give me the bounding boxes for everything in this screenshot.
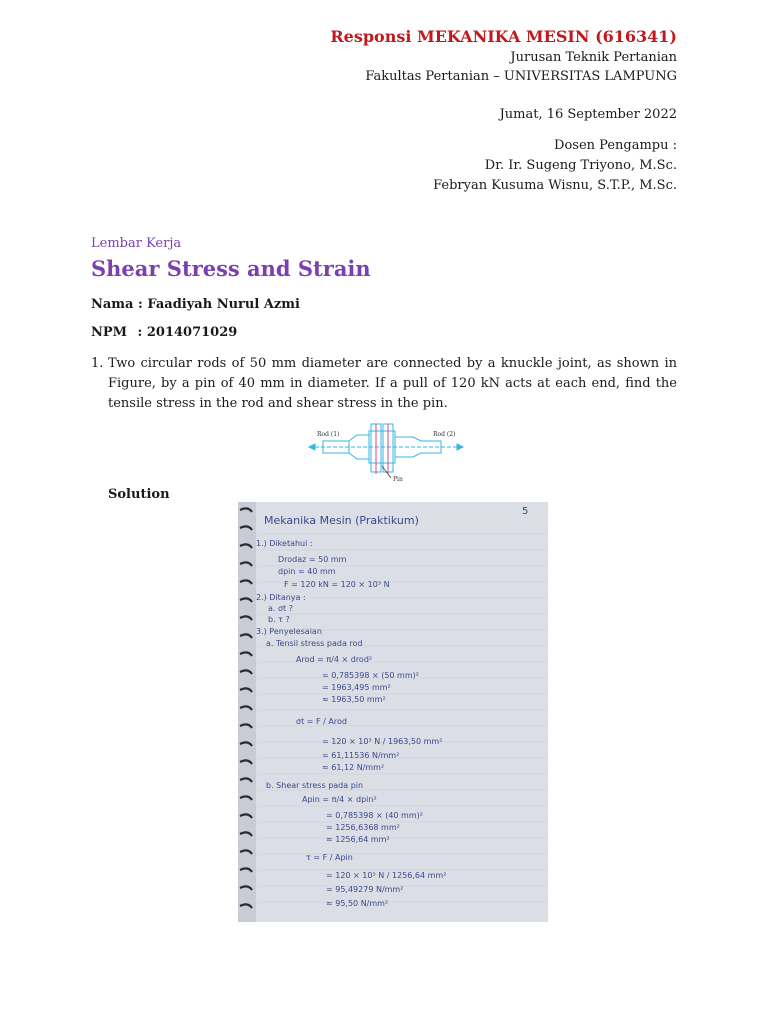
page-title: Shear Stress and Strain	[91, 256, 371, 281]
notebook-page	[238, 502, 548, 922]
solution-label: Solution	[108, 487, 170, 502]
notes-line: b. τ ?	[268, 615, 290, 624]
knuckle-joint-diagram	[305, 422, 465, 484]
notes-line: = 61,11536 N/mm²	[322, 751, 400, 760]
notes-step-2: 2.) Ditanya :	[256, 593, 306, 602]
faculty: Fakultas Pertanian – UNIVERSITAS LAMPUNG	[365, 69, 677, 84]
name-value: : Faadiyah Nurul Azmi	[138, 297, 300, 312]
course-title: Responsi MEKANIKA MESIN (616341)	[330, 27, 677, 46]
student-npm-row	[91, 325, 237, 340]
notes-line: dpin = 40 mm	[278, 567, 336, 576]
notes-line: Apin = π/4 × dpin²	[302, 795, 377, 804]
notes-line: = 1963,495 mm²	[322, 683, 391, 692]
department: Jurusan Teknik Pertanian	[510, 50, 677, 65]
notes-step-3: 3.) Penyelesaian	[256, 627, 322, 636]
notes-line: a. Tensil stress pada rod	[266, 639, 363, 648]
knuckle-joint-figure	[305, 422, 465, 484]
notes-line: τ = F / Apin	[306, 853, 353, 862]
notes-step-1: 1.) Diketahui :	[256, 539, 313, 548]
notes-line: ≈ 95,50 N/mm²	[326, 899, 389, 908]
student-name-row	[91, 297, 300, 312]
npm-label: NPM	[91, 325, 128, 340]
handwritten-solution-photo	[238, 502, 548, 922]
notes-line: Arod = π/4 × drod²	[296, 655, 373, 664]
lecturers-block	[433, 136, 677, 196]
question-text: Two circular rods of 50 mm diameter are connected by a knuckle joint, as shown in Figure, by a pin of 40 mm in diameter. If a pull of 120 kN acts at each end, find the tensile stress in the rod and shear stress in the pin.	[108, 356, 677, 411]
notes-line: = 1256,6368 mm²	[326, 823, 400, 832]
notes-line: b. Shear stress pada pin	[266, 781, 364, 790]
notes-line: Drodaz = 50 mm	[278, 555, 347, 564]
notes-title: Mekanika Mesin (Praktikum)	[264, 514, 419, 527]
name-label: Nama	[91, 297, 134, 312]
notes-line: = 0,785398 × (40 mm)²	[326, 811, 423, 820]
notes-line: ≈ 1963,50 mm²	[322, 695, 386, 704]
pin-label: Pin	[393, 476, 403, 483]
question-number: 1.	[91, 356, 104, 371]
question-1	[91, 354, 677, 414]
lecturer-1: Dr. Ir. Sugeng Triyono, M.Sc.	[484, 158, 677, 173]
lecturer-2: Febryan Kusuma Wisnu, S.T.P., M.Sc.	[433, 178, 677, 193]
notes-line: = 95,49279 N/mm²	[326, 885, 404, 894]
notes-line: ≈ 61,12 N/mm²	[322, 763, 385, 772]
notes-line: = 120 × 10³ N / 1963,50 mm²	[322, 737, 443, 746]
date: Jumat, 16 September 2022	[499, 107, 677, 122]
npm-value: : 2014071029	[137, 325, 238, 340]
notes-line: F = 120 kN = 120 × 10³ N	[284, 580, 390, 589]
notes-line: ≈ 1256,64 mm²	[326, 835, 390, 844]
lecturer-label: Dosen Pengampu :	[554, 138, 677, 153]
document-header	[330, 26, 677, 86]
notes-line: = 0,785398 × (50 mm)²	[322, 671, 419, 680]
rod2-label: Rod (2)	[433, 431, 456, 438]
notes-page-number: 5	[522, 506, 529, 517]
notes-line: σt = F / Arod	[296, 717, 347, 726]
worksheet-label: Lembar Kerja	[91, 236, 182, 251]
notes-line: = 120 × 10³ N / 1256,64 mm²	[326, 871, 447, 880]
rod1-label: Rod (1)	[317, 431, 340, 438]
notes-line: a. σt ?	[268, 604, 293, 613]
